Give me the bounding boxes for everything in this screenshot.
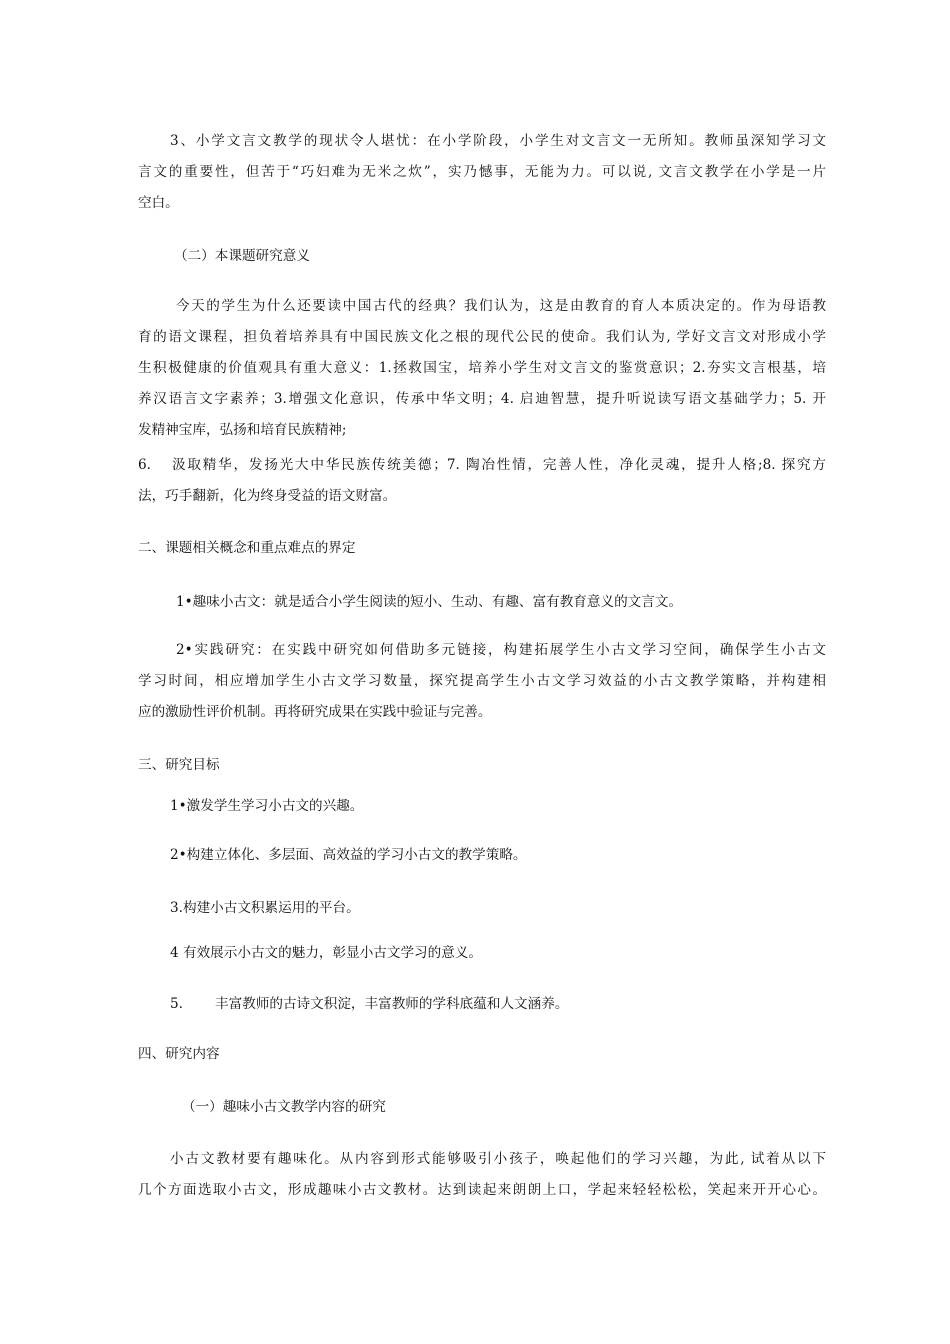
definition-practice-research xyxy=(138,635,826,728)
text-line: 应的激励性评价机制。再将研究成果在实践中验证与完善。 xyxy=(138,704,492,720)
sub-heading-research-significance: （二）本课题研究意义 xyxy=(174,248,310,264)
text-line: 发精神宝库，弘扬和培育民族精神; xyxy=(138,422,347,438)
goal-item-4: 4 有效展示小古文的魅力，彰显小古文学习的意义。 xyxy=(170,945,483,961)
sub-heading-teaching-content: （一）趣味小古文教学内容的研究 xyxy=(182,1099,386,1115)
paragraph-item-six xyxy=(138,450,826,512)
text-line: 小古文教材要有趣味化。从内容到形式能够吸引小孩子，唤起他们的学习兴趣，为此, 试着从以下 xyxy=(170,1151,826,1167)
item-number: 6. xyxy=(138,457,151,473)
section-heading-content: 四、研究内容 xyxy=(138,1046,220,1062)
text-line: 几个方面选取小古文，形成趣味小古文教材。达到读起来朗朗上口，学起来轻轻松松，笑起来开开心心。 xyxy=(138,1182,826,1198)
text-line: 法，巧手翻新，化为终身受益的语文财富。 xyxy=(138,488,397,504)
text-line: 生积极健康的价值观具有重大意义：1.拯救国宝，培养小学生对文言文的鉴赏意识；2.夯实文言根基，培 xyxy=(138,360,826,376)
section-heading-goals: 三、研究目标 xyxy=(138,757,220,773)
text-line: 养汉语言文字素养；3.增强文化意识，传承中华文明；4. 启迪智慧，提升听说读写语文基础学力；5. 开 xyxy=(138,391,826,407)
paragraph-research-significance xyxy=(138,291,826,446)
text-line: 学习时间，相应增加学生小古文学习数量，探究提高学生小古文学习效益的小古文教学策略，并构建相 xyxy=(138,673,826,689)
text-line: 育的语文课程，担负着培养具有中国民族文化之根的现代公民的使命。我们认为, 学好文言文对形成小学 xyxy=(138,329,826,345)
item-text: 汲取精华，发扬光大中华民族传统美德；7. 陶冶性情，完善人性，净化灵魂，提升人格;8. 探究方 xyxy=(172,457,826,473)
goal-item-1: 1•激发学生学习小古文的兴趣。 xyxy=(170,798,364,814)
goal-item-2: 2•构建立体化、多层面、高效益的学习小古文的教学策略。 xyxy=(170,847,527,863)
text-line xyxy=(138,450,826,481)
text-line: 言文的重要性，但苦于“巧妇难为无米之炊”，实乃憾事，无能为力。可以说, 文言文教学在小学是一片 xyxy=(138,164,826,180)
text-line: 空白。 xyxy=(138,195,179,211)
goal-item-5 xyxy=(138,989,826,1020)
paragraph-teaching-material xyxy=(138,1144,826,1206)
text-line: 今天的学生为什么还要读中国古代的经典？我们认为，这是由教育的育人本质决定的。作为母语教 xyxy=(176,298,826,314)
definition-fun-classical-text: 1•趣味小古文：就是适合小学生阅读的短小、生动、有趣、富有教育意义的文言文。 xyxy=(176,594,683,610)
text-line: 2•实践研究：在实践中研究如何借助多元链接，构建拓展学生小古文学习空间，确保学生小古文 xyxy=(176,642,826,658)
goal-item-number: 5. xyxy=(170,996,183,1012)
goal-item-text: 丰富教师的古诗文积淀，丰富教师的学科底蕴和人文涵养。 xyxy=(214,996,569,1012)
section-heading-concepts: 二、课题相关概念和重点难点的界定 xyxy=(138,540,356,556)
paragraph-current-situation xyxy=(138,126,826,219)
goal-item-3: 3.构建小古文积累运用的平台。 xyxy=(170,900,360,916)
text-line: 3、小学文言文教学的现状令人堪忧：在小学阶段，小学生对文言文一无所知。教师虽深知学习文 xyxy=(170,133,826,149)
